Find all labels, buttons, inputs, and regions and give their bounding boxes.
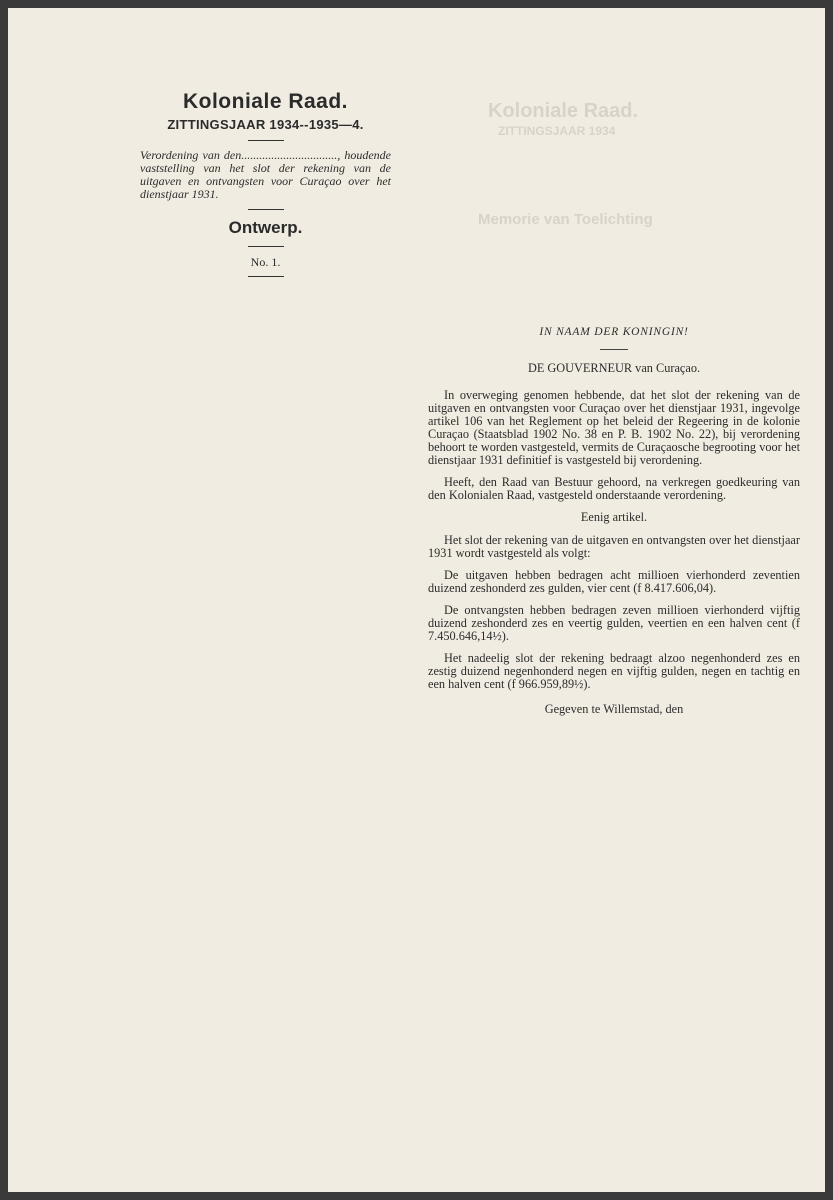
article-paragraph: Het slot der rekening van de uitgaven en ontvangsten over het dienstjaar 1931 wordt vastgesteld als volgt: [428, 533, 800, 560]
bleed-through-title: Koloniale Raad. [488, 100, 639, 122]
council-paragraph: Heeft, den Raad van Bestuur gehoord, na verkregen goedkeuring van den Kolonialen Raad, vastgesteld onderstaande verordening. [428, 475, 800, 502]
divider [248, 246, 284, 247]
ordinance-description: Verordening van den................................, houdende vaststelling van het slot der rekening van de uitgaven en ontvangsten voor Curaçao over het dienstjaar 1931. [140, 148, 391, 201]
bleed-through-memorie: Memorie van Toelichting [478, 211, 653, 228]
bleed-through-subtitle: ZITTINGSJAAR 1934 [498, 124, 616, 138]
divider [248, 140, 284, 141]
council-title: Koloniale Raad. [182, 90, 349, 113]
in-name-of-queen: IN NAAM DER KONINGIN! [539, 326, 689, 338]
document-header [138, 90, 393, 285]
article-title: Eenig artikel. [580, 510, 648, 524]
divider [248, 276, 284, 277]
document-page [8, 8, 825, 1192]
draft-label: Ontwerp. [228, 218, 303, 237]
divider [248, 209, 284, 210]
ordinance-body [428, 326, 800, 716]
document-number: No. 1. [250, 255, 281, 269]
preamble-paragraph: In overweging genomen hebbende, dat het slot der rekening van de uitgaven en ontvangsten voor Curaçao over het dienstjaar 1931, ingevolge artikel 106 van het Reglement op het beleid der Regeering in de kolonie Curaçao (Staatsblad 1902 No. 38 en P. B. 1902 No. 22), bij verordening behoort te worden vastgesteld, vermits de Curaçaosche begrooting voor het dienstjaar 1931 definitief is vastgesteld bij verordening. [428, 388, 800, 467]
deficit-paragraph: Het nadeelig slot der rekening bedraagt alzoo negenhonderd zes en zestig duizend negenhonderd negen en vijftig gulden, negen en tachtig en een halven cent (f 966.959,89½). [428, 651, 800, 691]
expenditure-paragraph: De uitgaven hebben bedragen acht millioen vierhonderd zeventien duizend zeshonderd zes gulden, vier cent (f 8.417.606,04). [428, 568, 800, 595]
closing-line: Gegeven te Willemstad, den [544, 702, 684, 716]
divider [600, 349, 628, 350]
governor-line: DE GOUVERNEUR van Curaçao. [527, 361, 701, 375]
revenue-paragraph: De ontvangsten hebben bedragen zeven millioen vierhonderd vijftig duizend zeshonderd zes en veertig gulden, veertien en een halven cent (f 7.450.646,14½). [428, 603, 800, 643]
session-year: ZITTINGSJAAR 1934--1935—4. [167, 117, 364, 132]
